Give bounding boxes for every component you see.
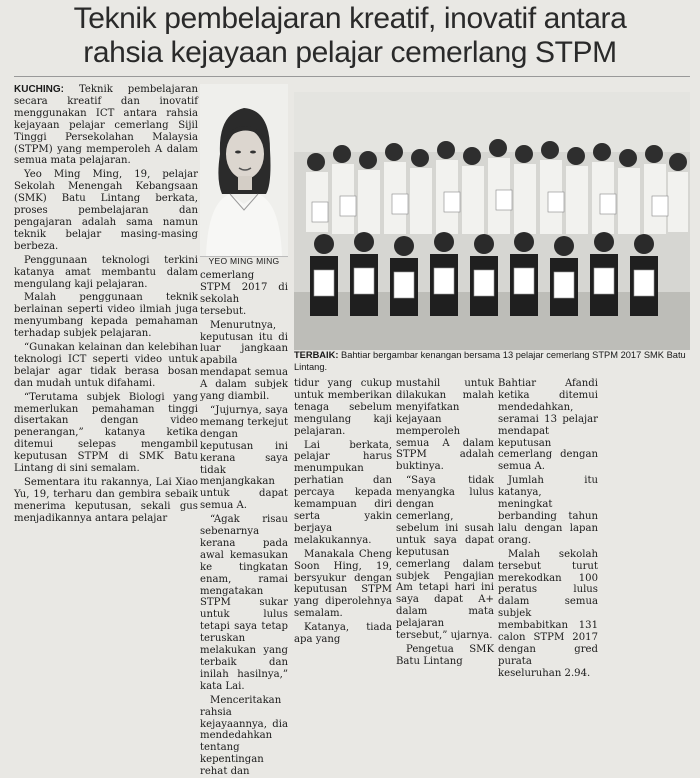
portrait-illustration: [200, 84, 288, 256]
paragraph: Malah sekolah tersebut turut merekodkan 100 peratus lulus dalam semua subjek membabitkan 131 calon STPM 2017 dengan gred purata keseluruhan 2.94.: [498, 548, 598, 679]
paragraph: Pengetua SMK Batu Lintang: [396, 643, 494, 667]
paragraph: Yeo Ming Ming, 19, pelajar Sekolah Menengah Kebangsaan (SMK) Batu Lintang berkata, proses pembelajaran dan pengajaran adalah sama namun teknik belajar masing-masing berbeza.: [14, 169, 198, 252]
paragraph: “Gunakan kelainan dan kelebihan teknologi ICT seperti video untuk belajar agar tidak berasa bosan dan mudah untuk difahami.: [14, 342, 198, 389]
paragraph: Penggunaan teknologi terkini katanya amat membantu dalam mengulang kaji pelajaran.: [14, 254, 198, 290]
caption-text: Bahtiar bergambar kenangan bersama 13 pelajar cemerlang STPM 2017 SMK Batu Lintang.: [294, 350, 686, 372]
paragraph: Katanya, tiada apa yang: [294, 622, 392, 646]
paragraph-text: Teknik pembelajaran secara kreatif dan inovatif menggunakan ICT antara rahsia kejayaan pelajar cemerlang Sijil Tinggi Persekolahan Malaysia (STPM) yang memperoleh A dalam semua mata pelajaran.: [14, 84, 198, 167]
group-photo-illustration: [294, 92, 690, 350]
paragraph: mustahil untuk dilakukan malah menyifatkan kejayaan memperoleh semua A dalam STPM adalah buktinya.: [396, 378, 494, 473]
paragraph: “Saya tidak menyangka lulus dengan cemerlang, sebelum ini susah untuk saya dapat keputusan cemerlang dalam subjek Pengajian Am tetapi hari ini saya dapat A+ dalam mata pelajaran tersebut,” ujarnya.: [396, 475, 494, 642]
caption-lead: TERBAIK:: [294, 350, 339, 360]
article-column-4: [396, 378, 494, 667]
paragraph: Jumlah itu katanya, meningkat berbanding tahun lalu dengan lapan orang.: [498, 475, 598, 546]
article-column-1: [14, 84, 198, 528]
paragraph: Manakala Cheng Soon Hing, 19, bersyukur dengan keputusan STPM yang diperolehnya semalam.: [294, 548, 392, 620]
article-column-5: [498, 378, 598, 679]
portrait-photo: [200, 84, 288, 257]
paragraph: Lai berkata, pelajar harus menumpukan perhatian dan percaya kepada kemampuan diri serta yakin berjaya melakukannya.: [294, 439, 392, 546]
headline-line-2: rahsia kejayaan pelajar cemerlang STPM: [83, 36, 617, 69]
paragraph: Bahtiar Afandi ketika ditemui mendedahkan, seramai 13 pelajar mendapat keputusan cemerlang dengan semua A.: [498, 378, 598, 473]
group-photo-caption: [294, 350, 690, 373]
article-column-2: [200, 270, 288, 778]
portrait-caption: YEO MING MING: [208, 256, 280, 266]
article-column-3: [294, 378, 392, 646]
paragraph: Menceritakan rahsia kejayaannya, dia mendedahkan tentang kepentingan rehat dan: [200, 694, 288, 778]
paragraph: Menurutnya, keputusan itu di luar jangkaan apabila mendapat semua A dalam subjek yang diambil.: [200, 319, 288, 403]
paragraph: cemerlang STPM 2017 di sekolah tersebut.: [200, 270, 288, 317]
paragraph: tidur yang cukup untuk memberikan tenaga sebelum mengulang kaji pelajaran.: [294, 378, 392, 437]
headline: [0, 2, 700, 70]
headline-line-1: Teknik pembelajaran kreatif, inovatif antara: [73, 2, 627, 35]
dateline: KUCHING:: [14, 84, 64, 95]
paragraph: “Jujurnya, saya memang terkejut dengan keputusan ini kerana saya tidak menjangkakan untuk dapat semua A.: [200, 404, 288, 512]
paragraph: “Terutama subjek Biologi yang memerlukan pemahaman tinggi disertakan dengan video penerangan,” katanya ketika ditemui selepas mengambil keputusan STPM di SMK Batu Lintang di sini semalam.: [14, 391, 198, 475]
group-photo: [294, 92, 690, 350]
paragraph: Malah penggunaan teknik berlainan seperti video ilmiah juga menyumbang kepada pemahaman terhadap subjek pelajaran.: [14, 292, 198, 340]
paragraph: [14, 84, 198, 167]
headline-rule: [14, 76, 690, 77]
paragraph: “Agak risau sebenarnya kerana pada awal kemasukan ke tingkatan enam, ramai mengatakan STPM sukar untuk lulus tetapi saya tetap teruskan melakukan yang terbaik dan inilah hasilnya,” kata Lai.: [200, 514, 288, 692]
paragraph: Sementara itu rakannya, Lai Xiao Yu, 19, terharu dan gembira sebaik menerima keputusan, sekali gus menjadikannya antara pelajar: [14, 477, 198, 524]
